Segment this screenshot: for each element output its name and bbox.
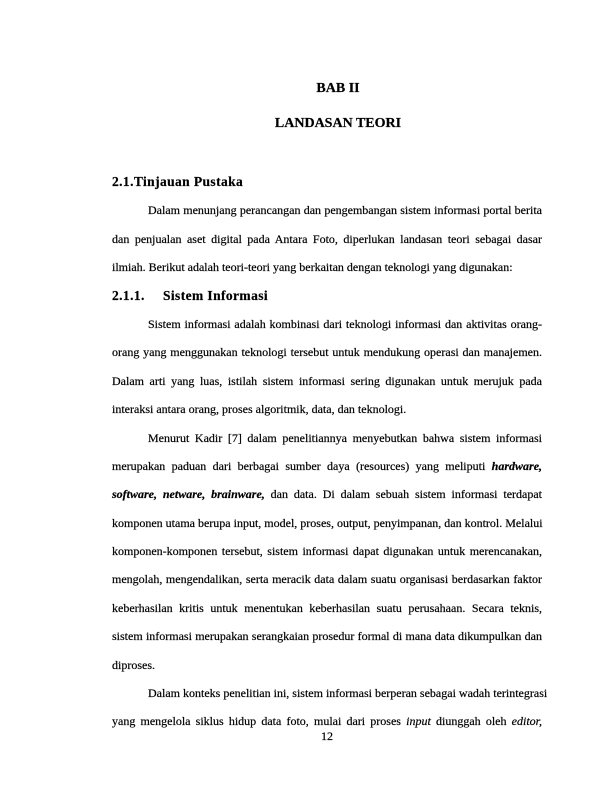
paragraph-line: Dalam konteks penelitian ini, sistem informasi berperan sebagai wadah terintegrasi	[148, 686, 548, 701]
section-heading-2-1-1-number: 2.1.1.	[112, 287, 145, 303]
term-brainware: brainware,	[211, 487, 265, 502]
term-hardware: hardware,	[491, 458, 543, 473]
paragraph-line: ilmiah. Berikut adalah teori-teori yang berkaitan dengan teknologi yang digunakan:	[112, 260, 513, 275]
paragraph-line: Dalam menunjang perancangan dan pengembangan sistem informasi portal berita	[148, 203, 542, 218]
chapter-number-heading: BAB II	[316, 81, 360, 96]
body-text	[112, 168, 548, 736]
paragraph-line: orang yang menggunakan teknologi tersebut untuk mendukung operasi dan manajemen.	[112, 345, 542, 360]
term-input: input	[406, 714, 431, 729]
term-software: software,	[112, 487, 157, 502]
paragraph-line: diproses.	[112, 657, 155, 672]
term-editor: editor,	[511, 714, 542, 729]
paragraph-run: dan data. Di dalam sebuah sistem informasi terdapat	[270, 487, 543, 502]
paragraph-run: diunggah oleh	[435, 714, 507, 729]
paragraph-line: sistem informasi merupakan serangkaian prosedur formal di mana data dikumpulkan dan	[112, 629, 542, 644]
paragraph-run: yang mengelola siklus hidup data foto, mulai dari proses	[112, 714, 401, 729]
page-number: 12	[321, 729, 333, 743]
paragraph-line: Dalam arti yang luas, istilah sistem informasi sering digunakan untuk merujuk pada	[112, 373, 542, 388]
chapter-title-heading: LANDASAN TEORI	[274, 116, 402, 131]
paragraph-line: dan penjualan aset digital pada Antara Foto, diperlukan landasan teori sebagai dasar	[112, 231, 542, 246]
paragraph-line: Sistem informasi adalah kombinasi dari teknologi informasi dan aktivitas orang-	[148, 316, 542, 331]
paragraph-line: Menurut Kadir [7] dalam penelitiannya menyebutkan bahwa sistem informasi	[148, 430, 542, 445]
paragraph-line: komponen-komponen tersebut, sistem informasi dapat digunakan untuk merencanakan,	[112, 544, 542, 559]
paragraph-run: merupakan paduan dari berbagai sumber daya (resources) yang meliputi	[112, 458, 486, 473]
section-heading-2-1	[112, 168, 542, 196]
paragraph-line: interaksi antara orang, proses algoritmik, data, dan teknologi.	[112, 402, 407, 417]
section-heading-2-1-label: 2.1.Tinjauan Pustaka	[112, 174, 244, 189]
paragraph-line: mengolah, mengendalikan, serta meracik data dalam suatu organisasi berdasarkan faktor	[112, 572, 542, 587]
paragraph-line: keberhasilan kritis untuk menentukan keberhasilan suatu perusahaan. Secara teknis,	[112, 600, 542, 615]
paragraph-line: komponen utama berupa input, model, proses, output, penyimpanan, dan kontrol. Melalui	[112, 515, 543, 530]
section-heading-2-1-1	[112, 282, 542, 310]
paragraph-line	[112, 480, 542, 508]
section-heading-2-1-1-title: Sistem Informasi	[163, 287, 269, 303]
term-netware: netware,	[162, 487, 206, 502]
paragraph-line	[112, 452, 542, 480]
